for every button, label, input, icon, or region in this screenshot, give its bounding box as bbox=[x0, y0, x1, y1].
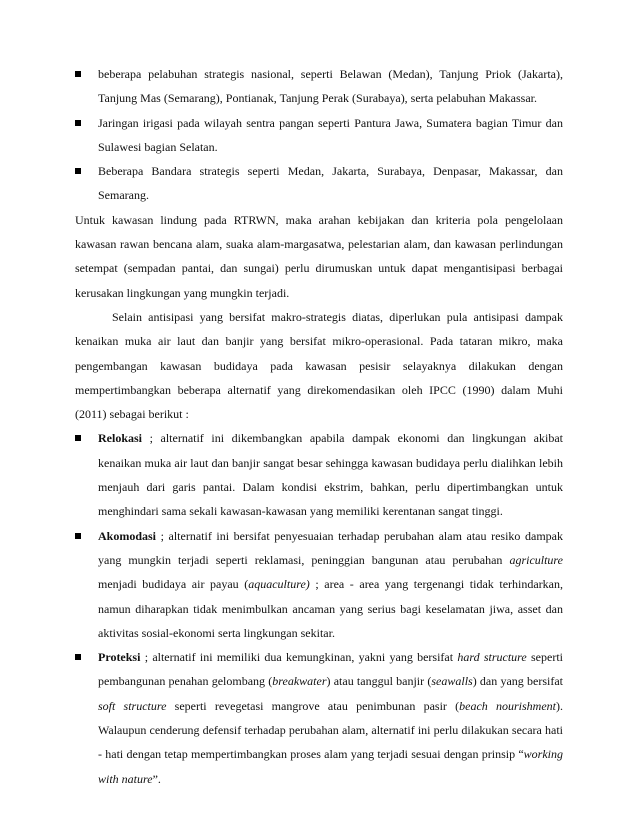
proteksi-text: ”. bbox=[152, 771, 161, 786]
bullet-icon bbox=[75, 71, 81, 77]
akomodasi-italic: agriculture bbox=[509, 552, 563, 567]
proteksi-italic: beach nourishment bbox=[459, 698, 556, 713]
document-page bbox=[75, 62, 563, 791]
list-item-text: Beberapa Bandara strategis seperti Medan, Jakarta, Surabaya, Denpasar, Makassar, dan Semarang. bbox=[98, 164, 563, 203]
bullet-icon bbox=[75, 533, 81, 539]
list-item bbox=[75, 111, 563, 160]
list-item bbox=[75, 62, 563, 111]
proteksi-text: ) dan yang bersifat bbox=[472, 674, 563, 689]
relokasi-text: ; alternatif ini dikembangkan apabila dampak ekonomi dan lingkungan akibat kenaikan muka air laut dan banjir sangat besar sehingga kawasan budidaya perlu dialihkan lebih menjauh dari garis pantai. Dalam kondisi ekstrim, bahkan, perlu dipertimbangkan untuk menghindari sama sekali kawasan-kawasan yang memiliki kerentanan sangat tinggi. bbox=[98, 431, 563, 519]
proteksi-text: ) atau tanggul banjir ( bbox=[326, 674, 432, 689]
term-akomodasi: Akomodasi bbox=[98, 528, 157, 543]
proteksi-italic: breakwater bbox=[272, 674, 327, 689]
bullet-icon bbox=[75, 654, 81, 660]
term-proteksi: Proteksi bbox=[98, 650, 141, 665]
bullet-icon bbox=[75, 435, 81, 441]
akomodasi-text: menjadi budidaya air payau ( bbox=[98, 577, 249, 592]
proteksi-text: ; alternatif ini memiliki dua kemungkinan, yakni yang bersifat bbox=[140, 650, 458, 665]
proteksi-text: ). Walaupun cenderung defensif terhadap perubahan alam, alternatif ini perlu dilakukan secara hati - hati dengan tetap mempertimbangkan proses alam yang terjadi sesuai dengan prinsip “ bbox=[98, 698, 563, 762]
term-relokasi: Relokasi bbox=[98, 431, 143, 446]
proteksi-italic: hard structure bbox=[457, 650, 527, 665]
proteksi-text: seperti revegetasi mangrove atau penimbunan pasir ( bbox=[166, 698, 460, 713]
paragraph-antisipasi: Selain antisipasi yang bersifat makro-strategis diatas, diperlukan pula antisipasi dampak kenaikan muka air laut dan banjir yang bersifat mikro-operasional. Pada tataran mikro, maka pengembangan kawasan budidaya pada kawasan pesisir selayaknya dilakukan dengan mempertimbangkan beberapa alternatif yang direkomendasikan oleh IPCC (1990) dalam Muhi (2011) sebagai berikut : bbox=[75, 309, 563, 422]
akomodasi-italic: aquaculture) bbox=[248, 577, 310, 592]
list-item-relokasi bbox=[75, 426, 563, 523]
list-item bbox=[75, 159, 563, 208]
proteksi-italic: seawalls bbox=[431, 674, 473, 689]
bullet-icon bbox=[75, 120, 81, 126]
akomodasi-text: ; alternatif ini bersifat penyesuaian terhadap perubahan alam atau resiko dampak yang mungkin terjadi seperti reklamasi, peninggian bangunan atau perubahan bbox=[98, 528, 563, 567]
paragraph-kawasan-lindung: Untuk kawasan lindung pada RTRWN, maka arahan kebijakan dan kriteria pola pengelolaan kawasan rawan bencana alam, suaka alam-margasatwa, pelestarian alam, dan kawasan perlindungan setempat (sempadan pantai, dan sungai) perlu dirumuskan untuk dapat mengantisipasi berbagai kerusakan lingkungan yang mungkin terjadi. bbox=[75, 212, 563, 300]
list-item-text: beberapa pelabuhan strategis nasional, seperti Belawan (Medan), Tanjung Priok (Jakarta), Tanjung Mas (Semarang), Pontianak, Tanjung Perak (Surabaya), serta pelabuhan Makassar. bbox=[98, 67, 563, 106]
proteksi-italic: soft structure bbox=[98, 698, 167, 713]
proteksi-italic: working with nature bbox=[98, 747, 563, 786]
proteksi-text: seperti pembangunan penahan gelombang ( bbox=[98, 650, 563, 689]
list-item-text: Jaringan irigasi pada wilayah sentra pangan seperti Pantura Jawa, Sumatera bagian Timur dan Sulawesi bagian Selatan. bbox=[98, 115, 563, 154]
bullet-icon bbox=[75, 168, 81, 174]
list-item-proteksi bbox=[75, 645, 563, 791]
list-item-akomodasi bbox=[75, 524, 563, 645]
akomodasi-text: ; area - area yang tergenangi tidak terhindarkan, namun diharapkan tidak menimbulkan ancaman yang serius bagi keselamatan jiwa, asset dan aktivitas sosial-ekonomi serta lingkungan sekitar. bbox=[98, 577, 563, 640]
